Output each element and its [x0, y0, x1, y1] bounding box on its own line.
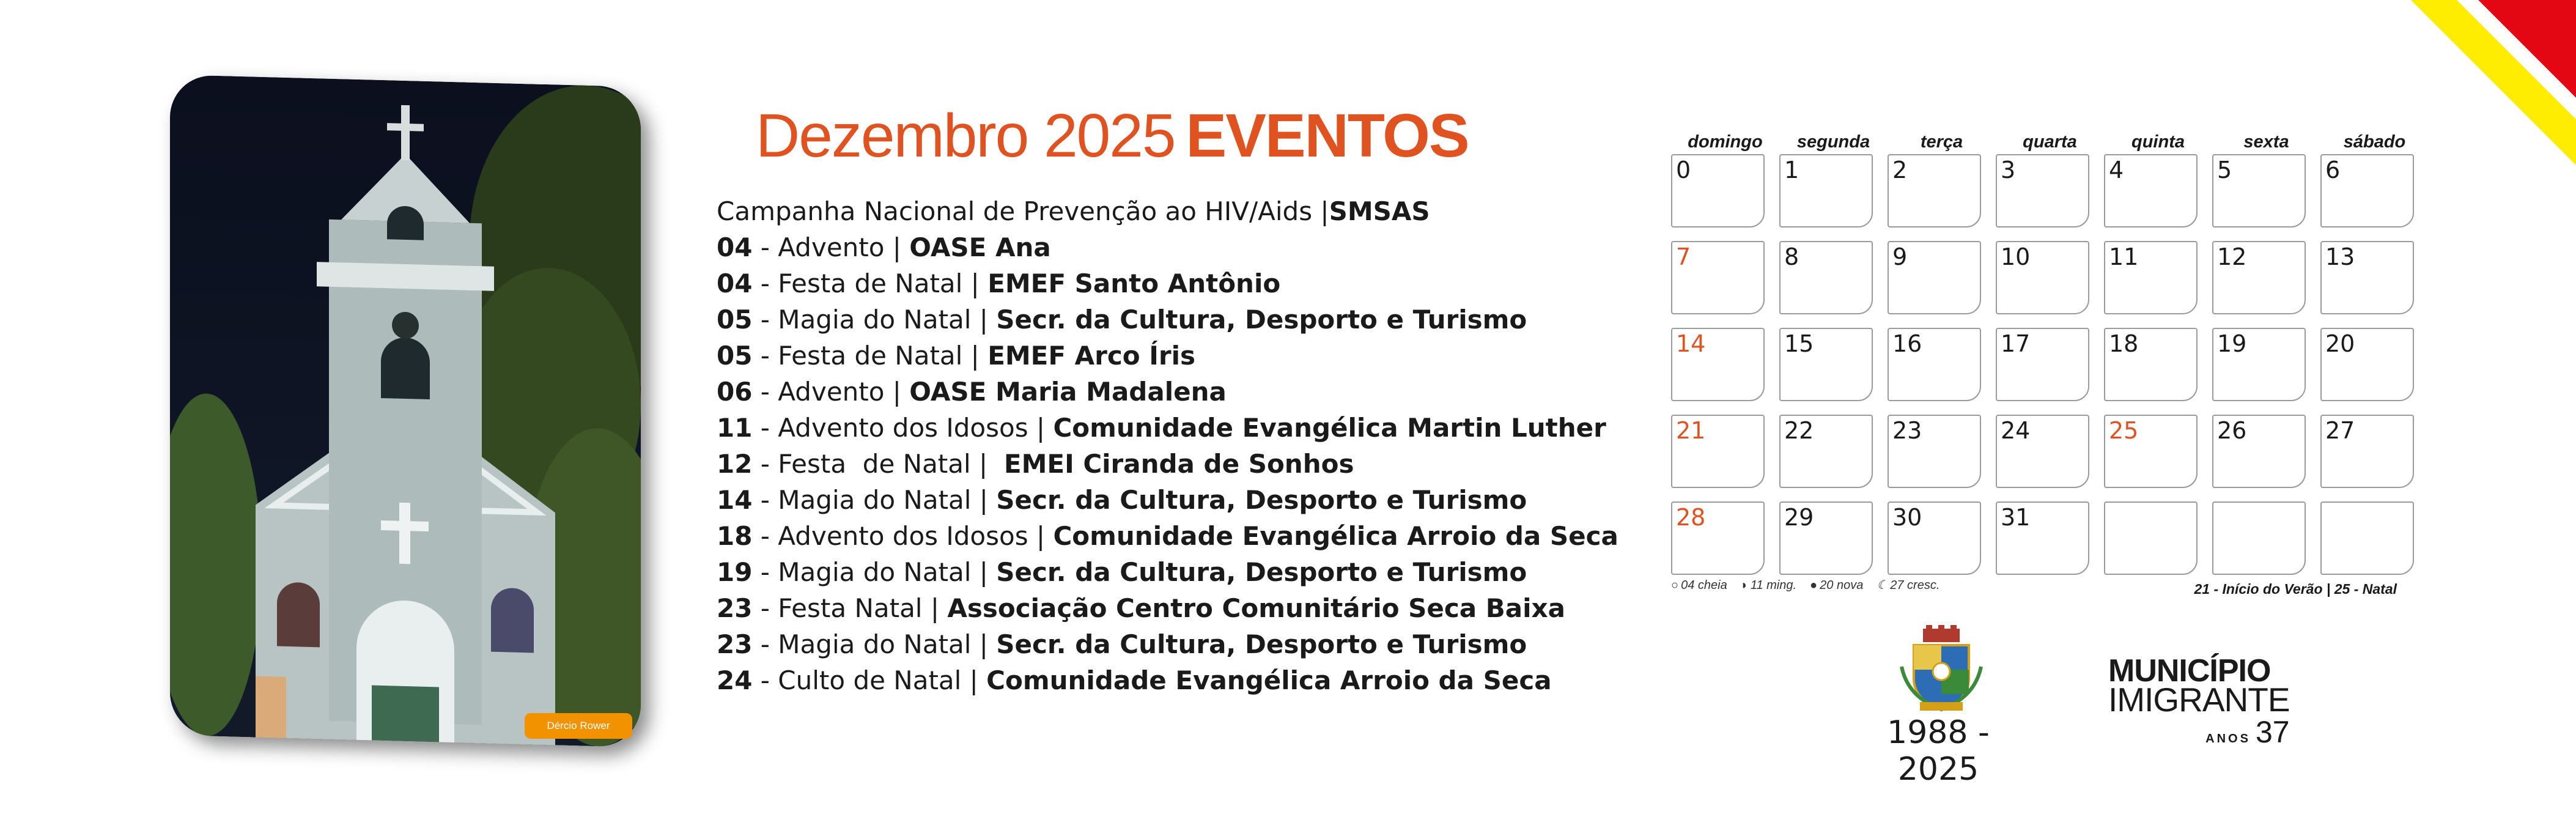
municipal-crest-icon [1895, 624, 1987, 716]
moon-phase-label: 11 ming. [1750, 579, 1797, 592]
event-description: - Festa Natal | [752, 593, 948, 623]
page-title [756, 101, 1469, 171]
calendar-day: 24 [1996, 415, 2089, 488]
event-organizer: EMEF Arco Íris [987, 341, 1196, 371]
photo-credit: Dércio Rower [525, 713, 632, 739]
calendar-day: 26 [2212, 415, 2306, 488]
event-organizer: Secr. da Cultura, Desporto e Turismo [996, 629, 1527, 659]
event-day: 11 [717, 413, 753, 443]
event-description: - Magia do Natal | [752, 629, 997, 659]
event-description: - Festa de Natal | [752, 341, 988, 371]
event-description: - Culto de Natal | [752, 665, 987, 695]
event-day: 04 [717, 268, 753, 298]
weekday-label: segunda [1796, 132, 1870, 152]
event-description: - Magia do Natal | [752, 305, 997, 335]
weekday-label: terça [1920, 132, 1963, 152]
event-description: - Advento dos Idosos | [752, 521, 1054, 551]
moon-phase [1741, 579, 1796, 592]
weekday-label: sábado [2343, 132, 2406, 152]
event-day: 06 [717, 377, 753, 407]
logo-anos [2108, 714, 2290, 750]
event-item [717, 338, 1634, 374]
calendar-grid [1671, 154, 2429, 575]
event-organizer: Secr. da Cultura, Desporto e Turismo [996, 485, 1527, 515]
weekday-label: domingo [1688, 132, 1763, 152]
calendar-day: 22 [1779, 415, 1873, 488]
new-moon-icon: ● [1810, 579, 1818, 592]
logo-line-municipio: MUNICÍPIO [2108, 653, 2271, 689]
event-item [717, 554, 1634, 590]
event-day: 23 [717, 629, 753, 659]
event-description: - Festa de Natal | [752, 449, 1004, 479]
month-title: Dezembro 2025 [756, 102, 1175, 170]
calendar-day: 15 [1779, 328, 1873, 401]
calendar-day: 8 [1779, 241, 1873, 314]
event-item [717, 590, 1634, 626]
calendar-week [1671, 241, 2429, 314]
logo-anos-number: 37 [2255, 715, 2290, 749]
holidays-note: 21 - Início do Verão | 25 - Natal [2194, 581, 2397, 597]
moon-phase-label: 04 cheia [1681, 579, 1727, 592]
municipio-imigrante-logo [2108, 653, 2290, 750]
calendar-day: 27 [2320, 415, 2414, 488]
event-organizer: Comunidade Evangélica Martin Luther [1053, 413, 1606, 443]
calendar-day: 1 [1779, 154, 1873, 228]
calendar-day: 7 [1671, 241, 1765, 314]
event-item [717, 626, 1634, 662]
event-item [717, 229, 1634, 265]
event-item [717, 374, 1634, 410]
first-quarter-icon: ☾ [1877, 579, 1888, 592]
event-description: - Advento | [752, 232, 910, 262]
event-description: - Advento dos Idosos | [752, 413, 1054, 443]
moon-phase [1877, 579, 1939, 592]
calendar [1671, 130, 2429, 588]
calendar-week [1671, 328, 2429, 401]
calendar-day: 10 [1996, 241, 2089, 314]
calendar-day: 11 [2104, 241, 2198, 314]
weekday-label: quinta [2131, 132, 2185, 152]
event-organizer: Associação Centro Comunitário Seca Baixa [947, 593, 1565, 623]
calendar-day: 6 [2320, 154, 2414, 228]
event-organizer: SMSAS [1329, 196, 1430, 226]
last-quarter-icon: ◗ [1740, 579, 1748, 592]
corner-stripes [2405, 0, 2576, 171]
calendar-day: 28 [1671, 501, 1765, 575]
years-label: 1988 - 2025 [1887, 714, 1990, 788]
weekday-header [1671, 130, 2429, 154]
event-organizer: EMEI Ciranda de Sonhos [1003, 449, 1354, 479]
calendar-day: 9 [1888, 241, 1981, 314]
event-item [717, 265, 1634, 302]
event-description: - Festa de Natal | [752, 268, 988, 298]
calendar-day: 2 [1888, 154, 1981, 228]
events-list [717, 193, 1634, 698]
event-item [717, 482, 1634, 518]
event-description: - Magia do Natal | [752, 485, 997, 515]
moon-phase [1810, 579, 1863, 592]
event-organizer: EMEF Santo Antônio [987, 268, 1281, 298]
calendar-day: 5 [2212, 154, 2306, 228]
event-day: 05 [717, 341, 753, 371]
calendar-day: 29 [1779, 501, 1873, 575]
event-day: 05 [717, 305, 753, 335]
calendar-day: 23 [1888, 415, 1981, 488]
event-description: - Magia do Natal | [752, 557, 997, 587]
event-day: 04 [717, 232, 753, 262]
event-organizer: Comunidade Evangélica Arroio da Seca [986, 665, 1552, 695]
calendar-day: 3 [1996, 154, 2089, 228]
calendar-week [1671, 154, 2429, 228]
calendar-day [2212, 501, 2306, 575]
event-day: 24 [717, 665, 753, 695]
event-item [717, 302, 1634, 338]
logo-line-imigrante: IMIGRANTE [2108, 681, 2290, 719]
calendar-day: 16 [1888, 328, 1981, 401]
calendar-day: 20 [2320, 328, 2414, 401]
calendar-day: 21 [1671, 415, 1765, 488]
calendar-day: 17 [1996, 328, 2089, 401]
calendar-day: 18 [2104, 328, 2198, 401]
event-item [717, 518, 1634, 554]
calendar-day: 19 [2212, 328, 2306, 401]
event-organizer: Secr. da Cultura, Desporto e Turismo [996, 557, 1527, 587]
event-day: 12 [717, 449, 753, 479]
event-organizer: Secr. da Cultura, Desporto e Turismo [996, 305, 1527, 335]
calendar-day: 25 [2104, 415, 2198, 488]
event-day: 23 [717, 593, 753, 623]
event-day: 19 [717, 557, 753, 587]
moon-phase-label: 27 cresc. [1890, 579, 1940, 592]
event-day: 18 [717, 521, 753, 551]
moon-phase [1671, 579, 1727, 592]
event-organizer: OASE Ana [909, 232, 1051, 262]
calendar-week [1671, 415, 2429, 488]
event-item [717, 410, 1634, 446]
calendar-week [1671, 501, 2429, 575]
calendar-day: 0 [1671, 154, 1765, 228]
calendar-day [2320, 501, 2414, 575]
event-organizer: Comunidade Evangélica Arroio da Seca [1053, 521, 1618, 551]
weekday-label: quarta [2023, 132, 2077, 152]
calendar-day: 13 [2320, 241, 2414, 314]
calendar-day: 14 [1671, 328, 1765, 401]
calendar-day: 31 [1996, 501, 2089, 575]
calendar-day [2104, 501, 2198, 575]
moon-phases [1671, 577, 1953, 593]
events-title: EVENTOS [1186, 102, 1469, 170]
event-item [717, 193, 1634, 229]
moon-phase-label: 20 nova [1820, 579, 1864, 592]
event-description: Campanha Nacional de Prevenção ao HIV/Aids | [717, 196, 1329, 226]
event-item [717, 662, 1634, 698]
event-item [717, 446, 1634, 482]
calendar-day: 12 [2212, 241, 2306, 314]
event-description: - Advento | [752, 377, 910, 407]
event-organizer: OASE Maria Madalena [909, 377, 1227, 407]
weekday-label: sexta [2243, 132, 2289, 152]
full-moon-icon: ○ [1671, 579, 1679, 592]
calendar-day: 30 [1888, 501, 1981, 575]
logo-anos-label: ANOS [2205, 732, 2251, 745]
calendar-day: 4 [2104, 154, 2198, 228]
church-photo [170, 75, 641, 747]
event-day: 14 [717, 485, 753, 515]
